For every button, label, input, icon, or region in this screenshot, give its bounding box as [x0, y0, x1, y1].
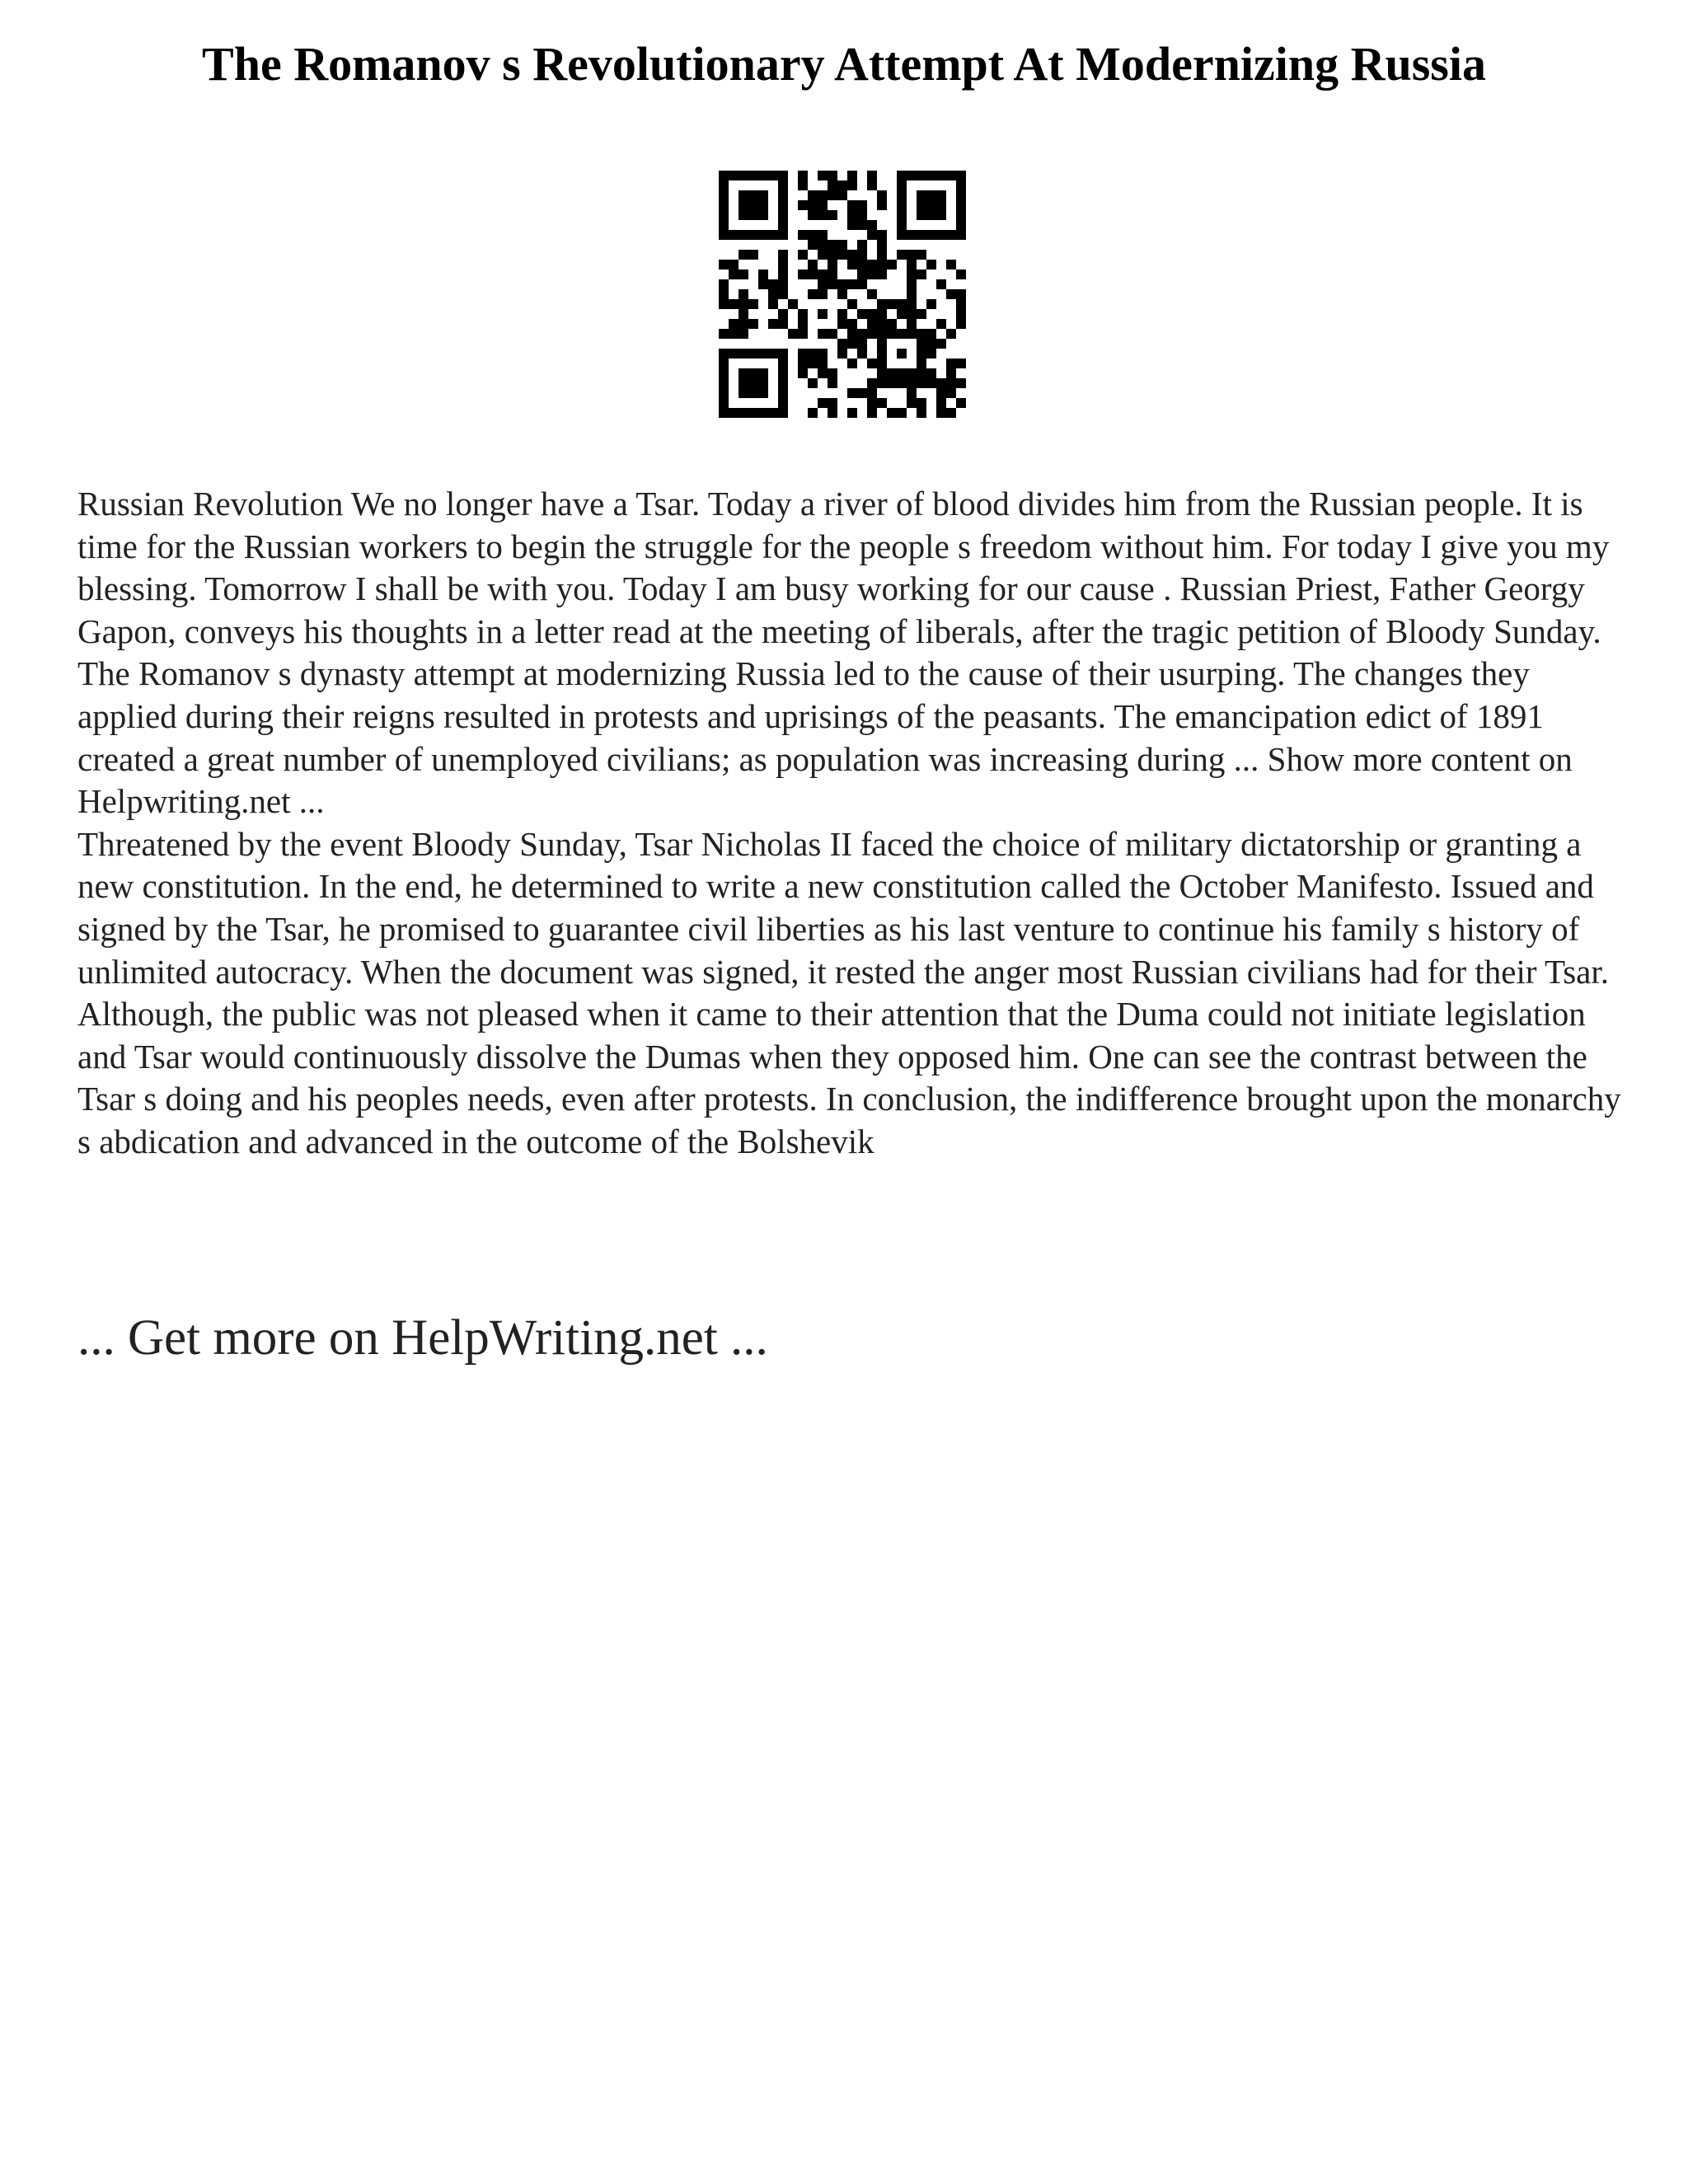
paragraph-main: Threatened by the event Bloody Sunday, Tsar Nicholas II faced the choice of military dictatorship or granting a new constitution. In the end, he determined to write a new constitution called the October Manifesto. Issued and signed by the Tsar, he promised to guarantee civil liberties as his last venture to continue his family s history of unlimited autocracy. When the document was signed, it rested the anger most Russian civilians had for their Tsar. Although, the public was not pleased when it came to their attention that the Duma could not initiate legislation and Tsar would continuously dissolve the Dumas when they opposed him. One can see the contrast between the Tsar s doing and his peoples needs, even after protests. In conclusion, the indifference brought upon the monarchy s abdication and advanced in the outcome of the Bolshevik	[77, 824, 1621, 1160]
paragraph-intro: Russian Revolution We no longer have a Tsar. Today a river of blood divides him from the Russian people. It is time for the Russian workers to begin the struggle for the people s freedom without him. For today I give you my blessing. Tomorrow I shall be with you. Today I am busy working for our cause . Russian Priest, Father Georgy Gapon, conveys his thoughts in a letter read at the meeting of liberals, after the tragic petition of Bloody Sunday. The Romanov s dynasty attempt at modernizing Russia led to the cause of their usurping. The changes they applied during their reigns resulted in protests and uprisings of the peasants. The emancipation edict of 1891 created a great number of unemployed civilians; as population was increasing during ... Show more content on Helpwriting.net ...	[77, 485, 1610, 821]
page-title: The Romanov s Revolutionary Attempt At Modernizing Russia	[202, 37, 1486, 91]
article-body	[77, 483, 1627, 1164]
qr-code-icon	[719, 171, 966, 418]
get-more-link[interactable]: ... Get more on HelpWriting.net ...	[77, 1310, 768, 1366]
